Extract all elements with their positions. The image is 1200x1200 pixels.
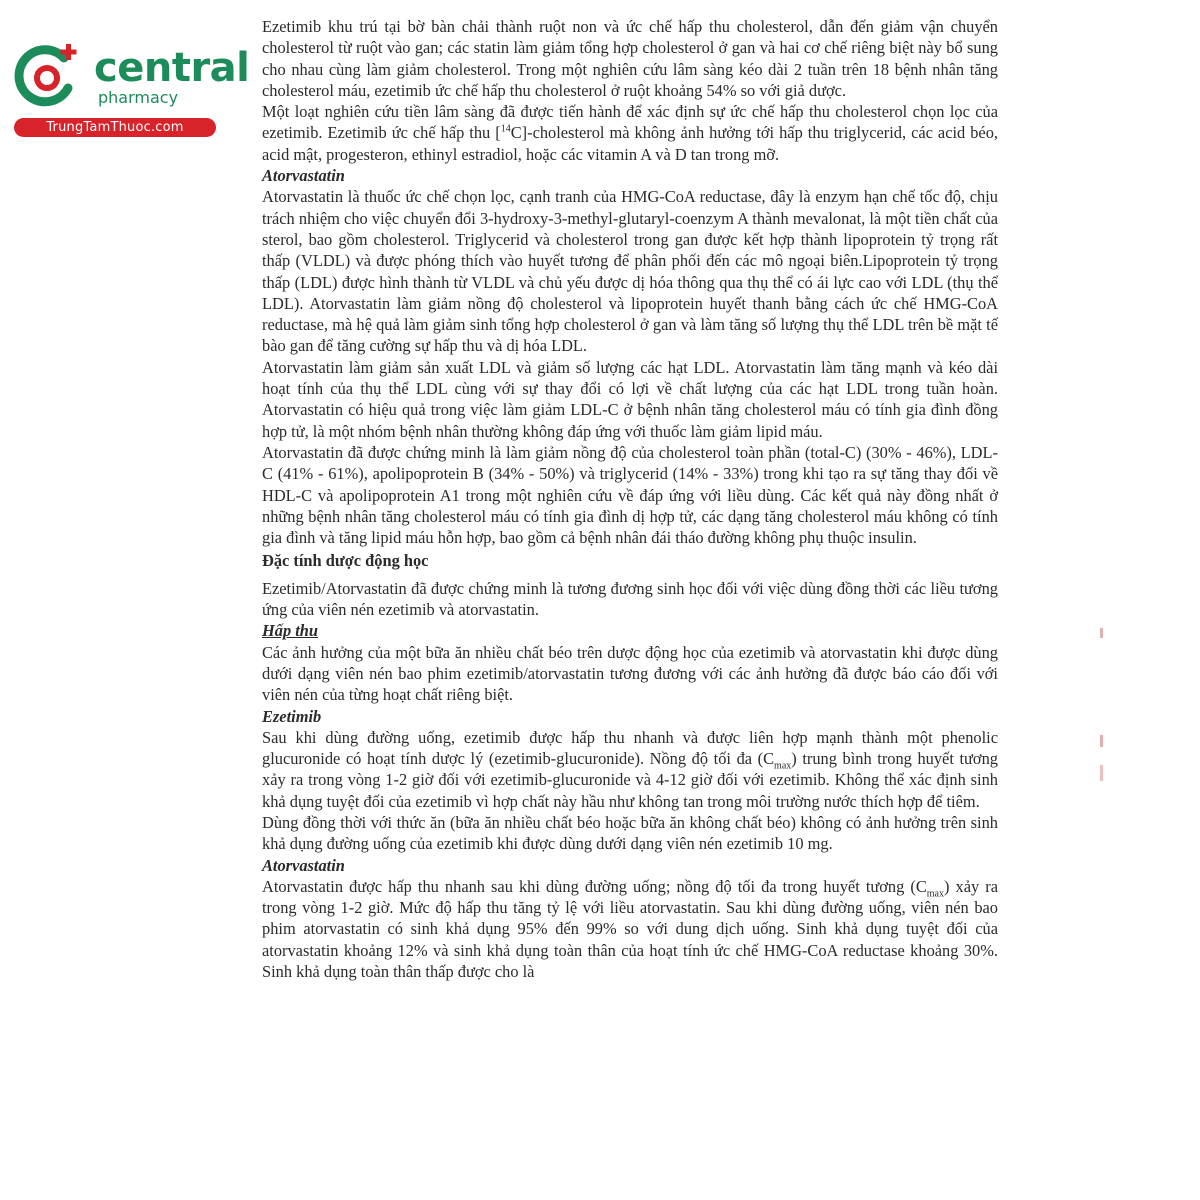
section-heading-absorption: Hấp thu (262, 621, 319, 641)
brand-subtitle: pharmacy (98, 88, 179, 107)
subscript: max (774, 760, 792, 772)
paragraph (262, 876, 998, 982)
paragraph: Các ảnh hưởng của một bữa ăn nhiều chất béo trên dược động học của ezetimib và atorvastatin khi được dùng dưới dạng viên nén bao phim ezetimib/atorvastatin tương đương với các ảnh hưởng đã được báo cáo đối với viên nén của từng hoạt chất riêng biệt. (262, 642, 998, 705)
text-run: ) xảy ra trong vòng 1-2 giờ. Mức độ hấp thu tăng tỷ lệ với liều atorvastatin. Sau khi dùng đường uống, viên nén bao phim atorvastatin có sinh khả dụng 95% đến 99% so với dung dịch uống. Sinh khả dụng tuyệt đối của atorvastatin khoảng 12% và sinh khả dụng toàn thân của hoạt tính ức chế HMG-CoA reductase khoảng 30%. Sinh khả dụng toàn thân thấp được cho là (262, 876, 998, 982)
central-pharmacy-logo-icon (12, 38, 84, 110)
brand-name: central (94, 45, 250, 91)
section-heading-atorvastatin: Atorvastatin (262, 166, 345, 186)
brand-logo (8, 34, 250, 138)
paragraph: Atorvastatin làm giảm sản xuất LDL và giảm số lượng các hạt LDL. Atorvastatin làm tăng mạnh và kéo dài hoạt tính của thụ thể LDL cùng với sự thay đổi có lợi về chất lượng của các hạt LDL trong tuần hoàn. Atorvastatin có hiệu quả trong việc làm giảm LDL-C ở bệnh nhân tăng cholesterol máu có tính gia đình đồng hợp tử, là một nhóm bệnh nhân thường không đáp ứng với thuốc làm giảm lipid máu. (262, 357, 998, 441)
scan-mark (1100, 735, 1103, 747)
text-run: Một loạt nghiên cứu tiền lâm sàng đã được tiến hành để xác định sự ức chế hấp thu cholesterol chọn lọc của ezetimib. Ezetimib ức chế hấp thu [ (262, 102, 998, 143)
scan-mark (1100, 628, 1103, 638)
paragraph: Atorvastatin đã được chứng minh là làm giảm nồng độ của cholesterol toàn phần (total-C) (30% - 46%), LDL-C (41% - 61%), apolipoprotein B (34% - 50%) và triglycerid (14% - 33%) trong khi tạo ra sự tăng thay đổi về HDL-C và apolipoprotein A1 trong một nghiên cứu về đáp ứng với liều dùng. Các kết quả này đồng nhất ở những bệnh nhân tăng cholesterol máu có tính gia đình dị hợp tử, các dạng tăng cholesterol máu không có tính gia đình và tăng lipid máu hỗn hợp, bao gồm cả bệnh nhân đái tháo đường không phụ thuộc insulin. (262, 442, 998, 548)
section-heading-pharmacokinetics: Đặc tính dược động học (262, 551, 429, 571)
paragraph (262, 101, 998, 165)
brand-site-badge: TrungTamThuoc.com (14, 118, 216, 137)
section-heading-atorvastatin-2: Atorvastatin (262, 855, 345, 875)
text-run: ) trung bình trong huyết tương xảy ra trong vòng 1-2 giờ đối với ezetimib-glucuronide và 4-12 giờ đối với ezetimib. Không thể xác định sinh khả dụng tuyệt đối của ezetimib vì hợp chất này hầu như không tan trong môi trường nước thích hợp để tiêm. (262, 749, 998, 811)
paragraph (262, 727, 998, 812)
paragraph: Atorvastatin là thuốc ức chế chọn lọc, cạnh tranh của HMG-CoA reductase, đây là enzym hạn chế tốc độ, chịu trách nhiệm cho việc chuyển đổi 3-hydroxy-3-methyl-glutaryl-coenzym A thành mevalonat, là một tiền chất của sterol, bao gồm cholesterol. Triglycerid và cholesterol trong gan được kết hợp thành lipoprotein tỷ trọng rất thấp (VLDL) và được phóng thích vào huyết tương để phân phối đến các mô ngoại biên.Lipoprotein tỷ trọng thấp (LDL) được hình thành từ VLDL và chủ yếu được dị hóa thông qua thụ thể có ái lực cao với LDL (thụ thể LDL). Atorvastatin làm giảm nồng độ cholesterol và lipoprotein huyết thanh bằng cách ức chế HMG-CoA reductase, mà hệ quả làm giảm sinh tổng hợp cholesterol ở gan và làm tăng số lượng thụ thể LDL trên bề mặt tế bào gan để tăng cường sự hấp thu và dị hóa LDL. (262, 187, 998, 356)
paragraph: Ezetimib khu trú tại bờ bàn chải thành ruột non và ức chế hấp thu cholesterol, dẫn đến giảm vận chuyển cholesterol từ ruột vào gan; các statin làm giảm tổng hợp cholesterol ở gan và hai cơ chế riêng biệt này bổ sung cho nhau cùng làm giảm cholesterol. Trong một nghiên cứu lâm sàng kéo dài 2 tuần trên 18 bệnh nhân tăng cholesterol máu, ezetimib ức chế hấp thu cholesterol ở ruột khoảng 54% so với giả dược. (262, 17, 998, 100)
document-page (262, 16, 998, 982)
text-run: C]-cholesterol mà không ảnh hưởng tới hấp thu triglycerid, các acid béo, acid mật, progesteron, ethinyl estradiol, hoặc các vitamin A và D tan trong mỡ. (262, 123, 998, 164)
superscript: 14 (500, 124, 511, 136)
scan-mark (1100, 765, 1103, 781)
text-run: Atorvastatin được hấp thu nhanh sau khi dùng đường uống; nồng độ tối đa trong huyết tương (C (262, 876, 927, 896)
text-run: Sau khi dùng đường uống, ezetimib được hấp thu nhanh và được liên hợp mạnh thành một phenolic glucuronide có hoạt tính dược lý (ezetimib-glucuronide). Nồng độ tối đa (C (262, 727, 998, 769)
section-heading-ezetimib: Ezetimib (262, 706, 322, 726)
paragraph: Ezetimib/Atorvastatin đã được chứng minh là tương đương sinh học đối với việc dùng đồng thời các liều tương ứng của viên nén ezetimib và atorvastatin. (262, 578, 998, 620)
subscript: max (926, 888, 944, 900)
paragraph: Dùng đồng thời với thức ăn (bữa ăn nhiều chất béo hoặc bữa ăn không chất béo) không có ảnh hưởng trên sinh khả dụng đường uống của ezetimib khi được dùng dưới dạng viên nén ezetimib 10 mg. (262, 812, 998, 854)
